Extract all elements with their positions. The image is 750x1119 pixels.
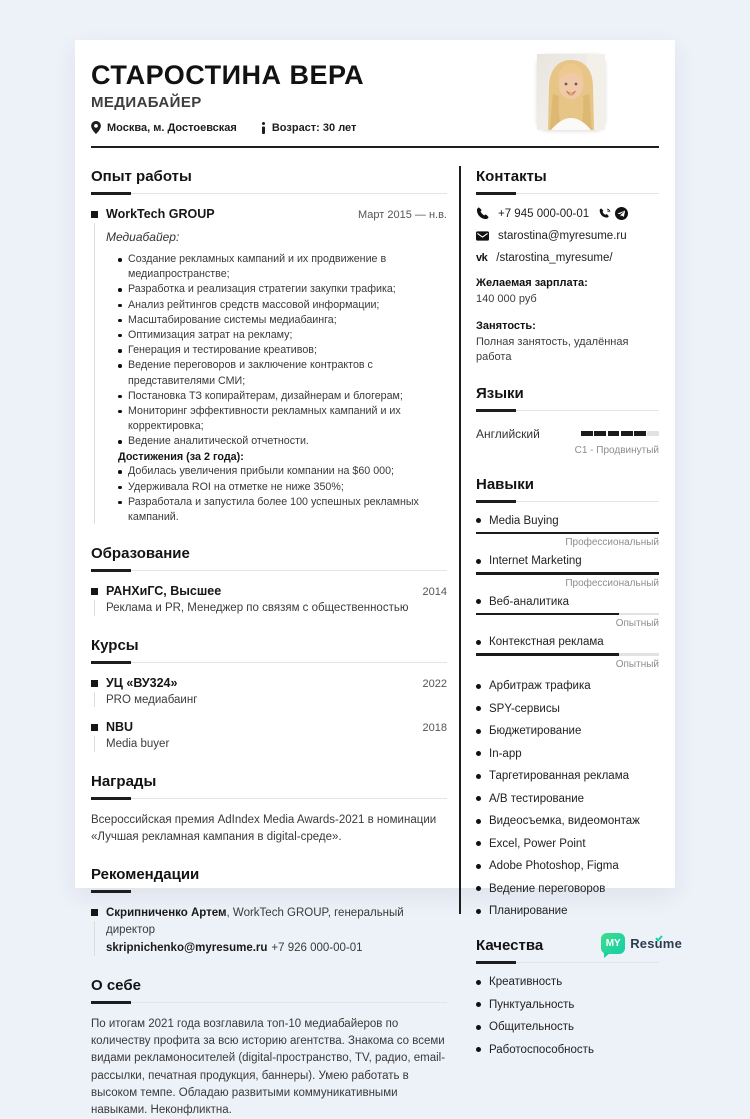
language-row (476, 427, 659, 441)
bullet-dot (476, 518, 481, 523)
section-heading: О себе (91, 976, 141, 994)
duties-list (118, 252, 447, 449)
course-provider: NBU (106, 720, 134, 735)
skill-item: Арбитраж трафика (489, 680, 591, 693)
section-experience (91, 168, 447, 525)
section-heading: Награды (91, 772, 157, 790)
bullet-dot (476, 684, 481, 689)
section-rule (91, 798, 447, 799)
bullet-dot (476, 729, 481, 734)
section-languages (476, 385, 659, 456)
skill-item: Планирование (489, 905, 568, 918)
skill-item: Таргетированная реклама (489, 770, 629, 783)
skills-plain-list (476, 680, 659, 917)
employment-dates: Март 2015 — н.в. (358, 209, 447, 221)
section-rule (476, 962, 659, 963)
salary-value: 140 000 руб (476, 293, 537, 305)
about-text: По итогам 2021 года возглавила топ-10 медиабайеров по количеству профита за всю историю агентства. Знакома со всеми видами рекламоносителей (digital-пространство, TV, радио, email-рассылки, печатная продукция, баннеры). Умею работать в высоком темпе. Обладаю развитыми коммуникативными навыками. Неконфликтна. (91, 1017, 446, 1117)
duty-item: Ведение переговоров и заключение контрактов с представителями СМИ; (118, 358, 447, 388)
section-heading: Навыки (476, 475, 534, 493)
skill-level: Профессиональный (565, 577, 659, 589)
section-rule (91, 570, 447, 571)
language-level-bar (581, 431, 659, 436)
duty-item: Ведение аналитической отчетности. (118, 434, 447, 449)
check-icon (655, 930, 663, 945)
info-icon (261, 122, 266, 134)
skill-rated (476, 555, 659, 589)
skill-item: Бюджетирование (489, 725, 582, 738)
header (91, 60, 659, 134)
quality-item: Общительность (489, 1021, 575, 1034)
achievements-title: Достижения (за 2 года): (118, 451, 244, 464)
section-rule (91, 1002, 447, 1003)
recommendation-entry (91, 905, 447, 957)
section-heading: Языки (476, 384, 524, 402)
contact-phone-row (476, 207, 659, 220)
skill-item: Видеосъемка, видеомонтаж (489, 815, 640, 828)
section-heading: Рекомендации (91, 866, 200, 884)
duty-item: Постановка ТЗ копирайтерам, дизайнерам и блогерам; (118, 389, 447, 404)
bullet-dot (476, 1025, 481, 1030)
skill-level: Опытный (615, 618, 659, 630)
achievement-item: Добилась увеличения прибыли компании на $60 000; (118, 464, 447, 479)
section-heading: Образование (91, 545, 190, 563)
section-heading: Контакты (476, 168, 547, 185)
side-column (459, 166, 659, 1056)
section-rule (91, 193, 447, 194)
person-name: СТАРОСТИНА ВЕРА (91, 60, 365, 90)
section-rule (91, 662, 447, 663)
bullet-dot (476, 559, 481, 564)
location-text: Москва, м. Достоевская (107, 121, 237, 134)
bullet-dot (476, 751, 481, 756)
bullet-dot (476, 774, 481, 779)
section-awards (91, 773, 447, 847)
experience-entry (91, 207, 447, 525)
location-pin-icon (91, 121, 101, 134)
course-name: Media buyer (106, 738, 170, 751)
skill-level: Опытный (615, 658, 659, 670)
section-rule (476, 193, 659, 194)
logo-wordmark: Resume (630, 936, 682, 951)
bullet-dot (476, 841, 481, 846)
duty-item: Анализ рейтингов средств массовой информации; (118, 298, 447, 313)
duty-item: Создание рекламных кампаний и их продвижение в медиапространстве; (118, 252, 447, 282)
skill-name: Internet Marketing (489, 555, 582, 568)
skill-item: Adobe Photoshop, Figma (489, 860, 619, 873)
section-heading: Опыт работы (91, 168, 192, 185)
skill-rated (476, 636, 659, 670)
section-heading: Курсы (91, 636, 139, 654)
bullet-dot (476, 886, 481, 891)
skill-level: Профессиональный (565, 537, 659, 549)
course-year: 2018 (422, 722, 447, 735)
referee-name: Скрипниченко Артем (106, 907, 227, 920)
language-level-label: C1 - Продвинутый (574, 444, 659, 456)
quality-item: Креативность (489, 976, 563, 989)
skill-name: Веб-аналитика (489, 595, 570, 608)
bullet-dot (476, 1002, 481, 1007)
achievement-item: Удерживала ROI на отметке не ниже 350%; (118, 480, 447, 495)
school-name: РАНХиГС, Высшее (106, 584, 222, 599)
avatar (537, 54, 605, 130)
quality-item: Работоспособность (489, 1043, 594, 1056)
telegram-icon[interactable] (615, 207, 628, 220)
section-qualities (476, 937, 659, 1056)
skill-bar (476, 572, 659, 575)
role-title: Медиабайер: (106, 230, 180, 244)
messenger-icons (599, 207, 628, 220)
education-desc: Реклама и PR, Менеджер по связям с общественностью (106, 602, 409, 615)
duty-item: Оптимизация затрат на рекламу; (118, 328, 447, 343)
course-entry (91, 720, 447, 753)
duty-item: Разработка и реализация стратегии закупки трафика; (118, 282, 447, 297)
course-provider: УЦ «ВУ324» (106, 675, 178, 690)
award-text: Всероссийская премия AdIndex Media Awards-2021 в номинации «Лучшая рекламная кампания в digital-среде». (91, 813, 437, 843)
skill-item: Excel, Power Point (489, 837, 586, 850)
skill-bar (476, 532, 659, 535)
skill-name: Media Buying (489, 514, 559, 527)
section-courses (91, 637, 447, 753)
profile-photo (537, 54, 605, 130)
skill-bar (476, 613, 659, 616)
location (91, 121, 237, 134)
section-recommendations (91, 866, 447, 957)
course-entry (91, 676, 447, 709)
section-rule (91, 891, 447, 892)
skill-item: A/B тестирование (489, 792, 585, 805)
email-icon (476, 231, 489, 241)
header-divider (91, 146, 659, 148)
myresume-logo[interactable] (601, 933, 682, 954)
contact-vk-row (476, 252, 659, 264)
referee-phone: +7 926 000-00-01 (271, 941, 363, 954)
section-about (91, 977, 447, 1119)
bullet-dot (476, 796, 481, 801)
qualities-list (476, 976, 659, 1056)
email-address[interactable]: starostina@myresume.ru (498, 230, 627, 242)
skill-item: Ведение переговоров (489, 882, 606, 895)
employment-label: Занятость: (476, 319, 536, 332)
salary-label: Желаемая зарплата: (476, 277, 588, 289)
course-year: 2022 (422, 677, 447, 690)
vk-handle[interactable]: /starostina_myresume/ (496, 252, 613, 264)
bullet-dot (476, 819, 481, 824)
quality-item: Пунктуальность (489, 998, 575, 1011)
language-name: Английский (476, 426, 540, 441)
achievement-item: Разработала и запустила более 100 успешных рекламных кампаний. (118, 495, 447, 525)
viber-icon[interactable] (599, 208, 611, 220)
section-rule (476, 501, 659, 502)
course-name: PRO медиабаинг (106, 693, 198, 706)
phone-number[interactable]: +7 945 000-00-01 (498, 207, 590, 220)
resume-sheet (75, 40, 675, 1117)
bullet-dot (476, 599, 481, 604)
skill-rated (476, 515, 659, 549)
contact-email-row (476, 230, 659, 242)
referee-email[interactable]: skripnichenko@myresume.ru (106, 941, 268, 954)
bullet-dot (476, 864, 481, 869)
section-heading: Качества (476, 937, 544, 955)
main-column (91, 166, 459, 1117)
skill-name: Контекстная реклама (489, 636, 604, 649)
bullet-dot (476, 640, 481, 645)
achievements-list (118, 464, 447, 525)
skill-bar (476, 653, 659, 656)
phone-icon (476, 207, 489, 220)
referee-affiliation: , WorkTech GROUP, генеральный директор (106, 907, 404, 937)
graduation-year: 2014 (422, 586, 447, 599)
vk-icon: vk (476, 252, 488, 264)
skill-item: SPY-сервисы (489, 702, 560, 715)
company-name: WorkTech GROUP (106, 207, 215, 221)
bullet-dot (476, 1047, 481, 1052)
bullet-dot (476, 909, 481, 914)
education-entry (91, 584, 447, 617)
employment-value: Полная занятость, удалённая работа (476, 335, 629, 363)
age-text: Возраст: 30 лет (271, 121, 357, 134)
duty-item: Генерация и тестирование креативов; (118, 343, 447, 358)
section-contacts (476, 168, 659, 365)
section-skills (476, 476, 659, 918)
section-rule (476, 410, 659, 411)
duty-item: Мониторинг эффективности рекламных кампаний и их корректировка; (118, 404, 447, 434)
logo-bubble: MY (601, 933, 625, 954)
skill-item: In-app (489, 747, 522, 760)
bullet-dot (476, 706, 481, 711)
job-title: МЕДИАБАЙЕР (91, 94, 202, 111)
section-education (91, 545, 447, 617)
bullet-dot (476, 980, 481, 985)
duty-item: Масштабирование системы медиабаинга; (118, 313, 447, 328)
skill-rated (476, 596, 659, 630)
age (261, 122, 357, 134)
